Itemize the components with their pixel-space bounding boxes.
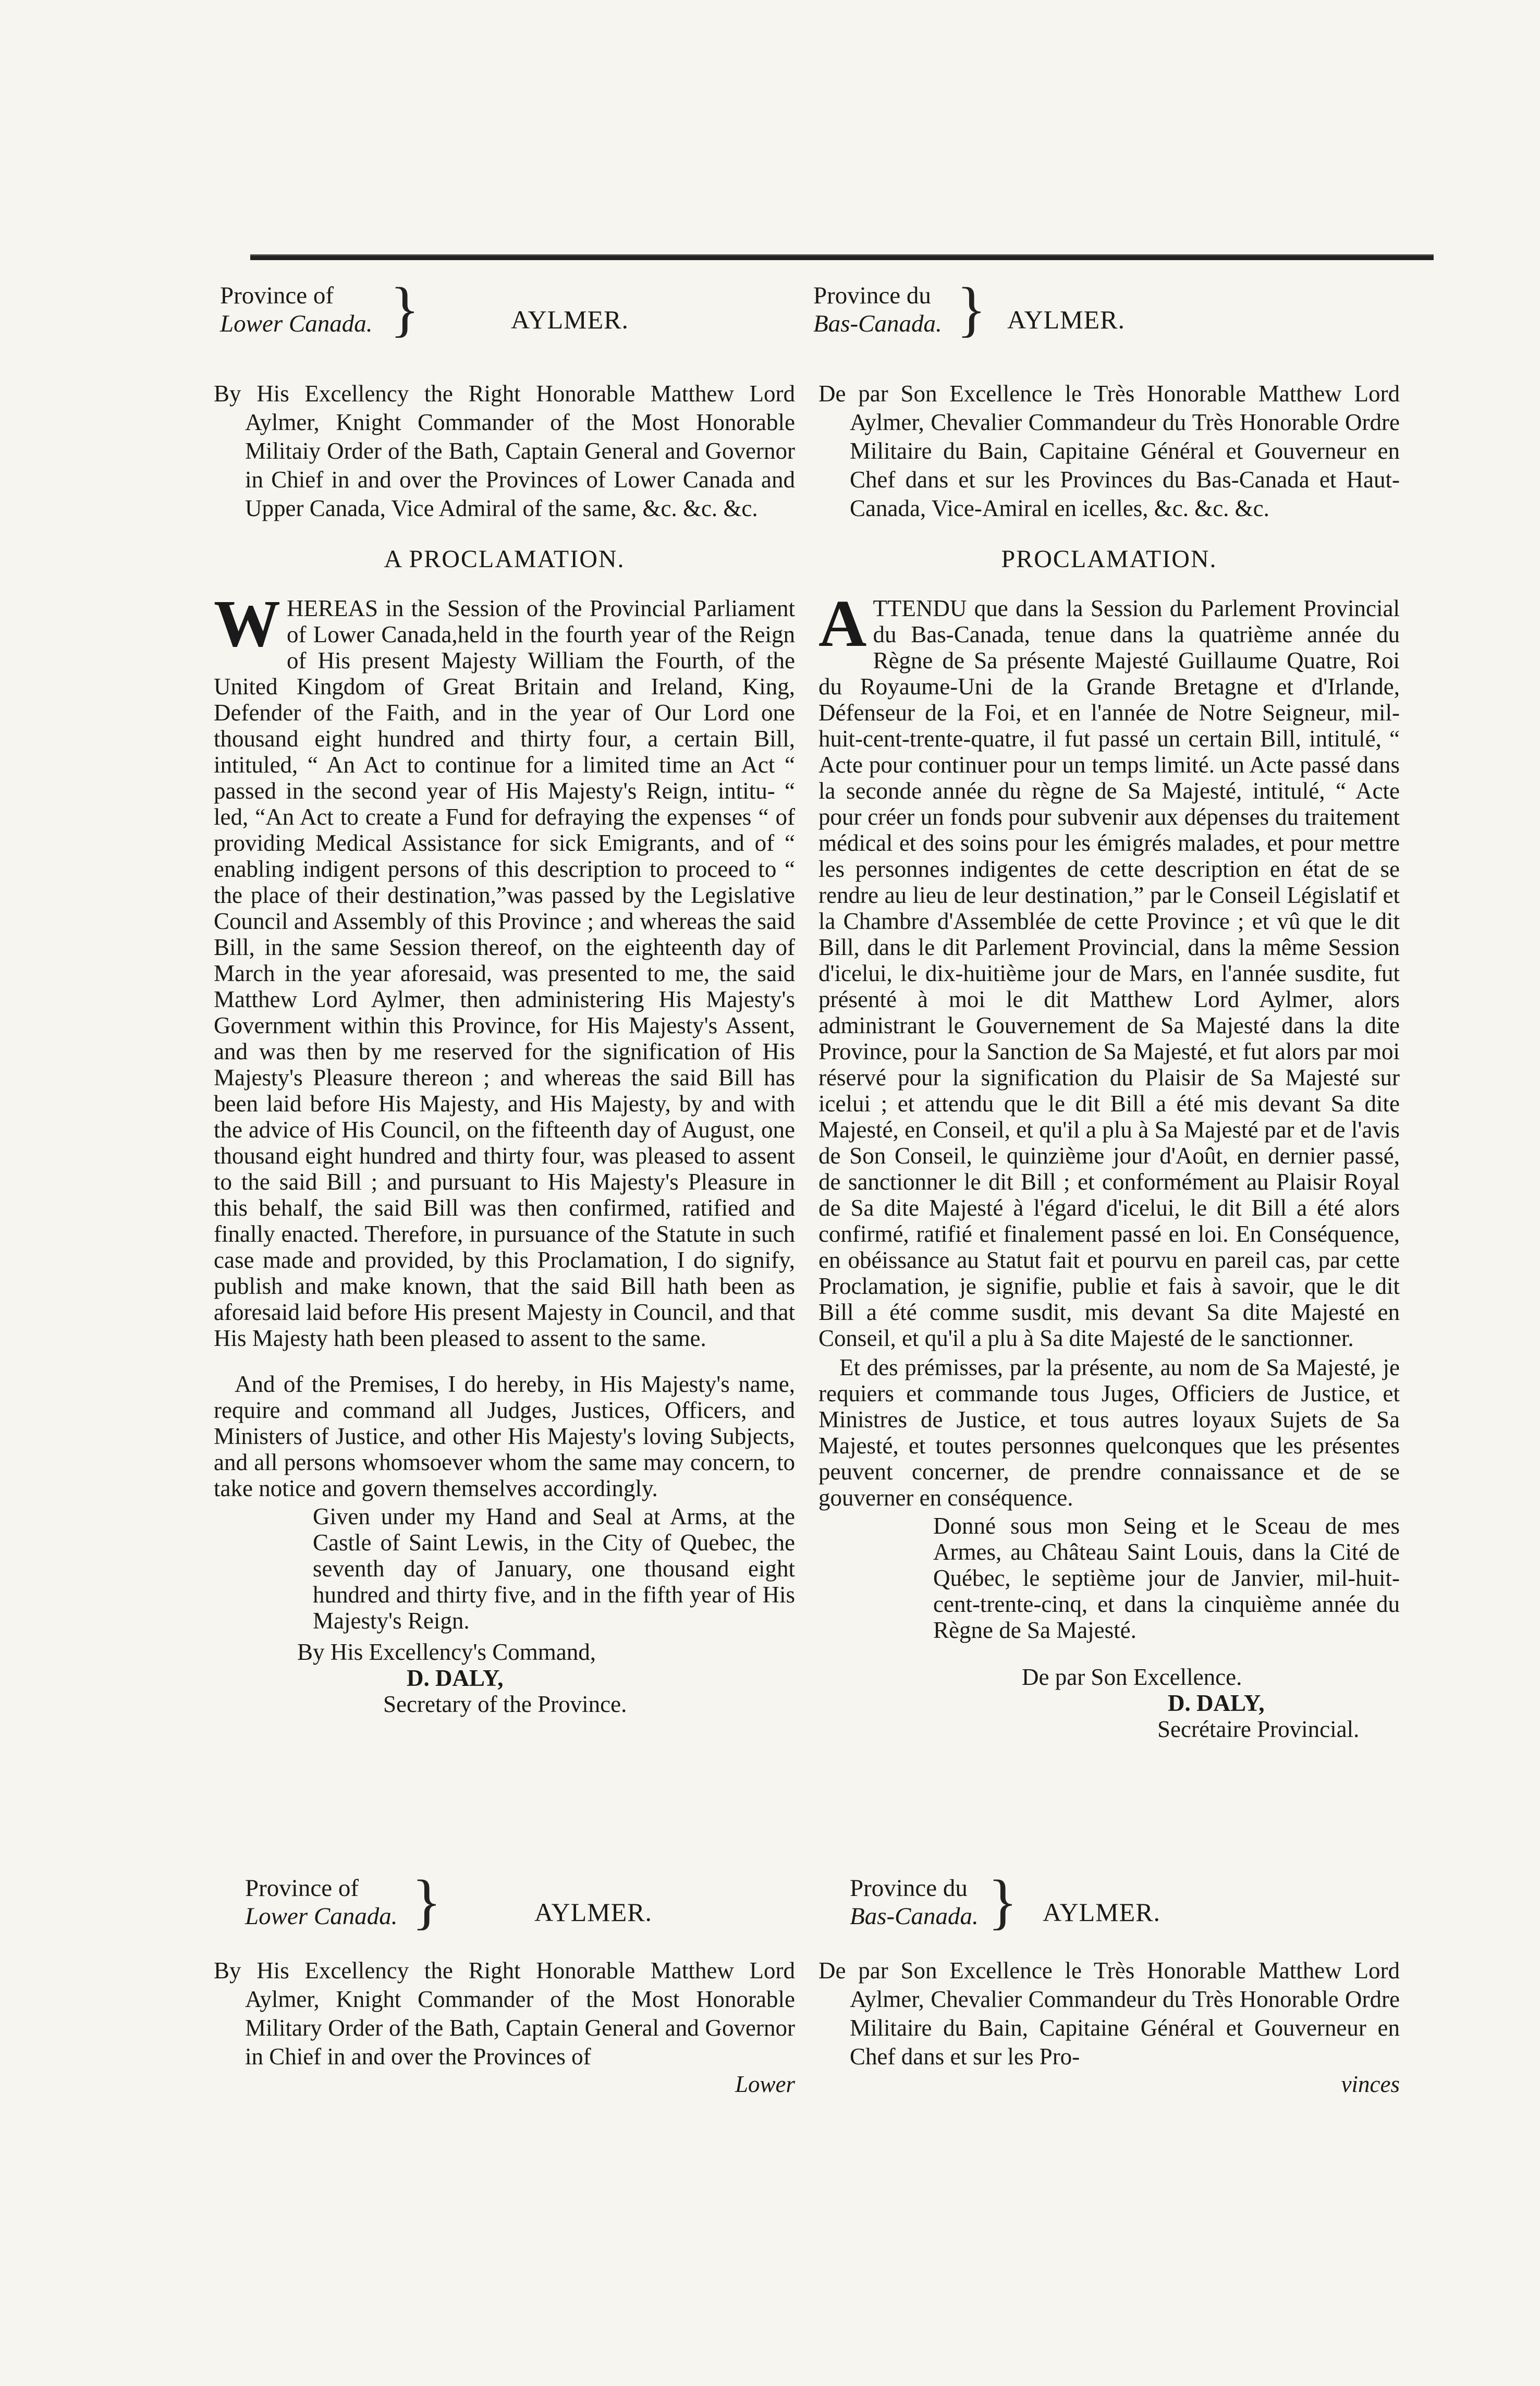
- french-column: [813, 275, 1400, 1742]
- province-line2-2: Lower Canada.: [245, 1903, 398, 1930]
- province-line2-fr: Bas-Canada.: [813, 310, 942, 337]
- province-label-fr-2: [850, 1874, 979, 1930]
- governor-name-fr-2: AYLMER.: [1043, 1898, 1161, 1927]
- province-line1-fr-2: Province du: [850, 1875, 968, 1902]
- proclamation-body-fr: [818, 586, 1400, 1351]
- province-line1-fr: Province du: [813, 282, 931, 309]
- province-line1-2: Province of: [245, 1875, 359, 1902]
- command-line: By His Excellency's Command,: [297, 1639, 596, 1665]
- proclamation-header-fr: [813, 275, 1400, 360]
- proclamation-title: A PROCLAMATION.: [384, 545, 625, 573]
- secretary-name-fr: D. DALY,: [1168, 1690, 1265, 1716]
- byline: By His Excellency the Right Honorable Matthew Lord Aylmer, Knight Commander of the Most Honorable Militaiy Order of the Bath, Captain General and Governor in Chief in and over the Provinces of Lower Canada and Upper Canada, Vice Admiral of the same, &c. &c. &c.: [214, 381, 795, 521]
- secretary-name: D. DALY,: [407, 1665, 504, 1691]
- command-line-fr: De par Son Excellence.: [1022, 1664, 1242, 1690]
- proclamation-header-2: [214, 1867, 795, 1942]
- province-line1: Province of: [220, 282, 334, 309]
- body-text: HEREAS in the Session of the Provincial Parliament of Lower Canada,held in the fourth year of the Reign of His present Majesty William the Fourth, of the United Kingdom of Great Britain and Ireland, King, Defender of the Faith, and in the year of Our Lord one thousand eight hundred and thirty four, a certain Bill, intituled, “ An Act to continue for a limited time an Act “ passed in the second year of His Majesty's Reign, intitu- “ led, “An Act to create a Fund for defraying the expenses “ of providing Medical Assistance for sick Emigrants, and of “ enabling indigent persons of this description to proceed to “ the place of their destination,”was passed by the Legislative Council and Assembly of this Province ; and whereas the said Bill, in the same Session thereof, on the eighteenth day of March in the year aforesaid, was presented to me, the said Matthew Lord Aylmer, then administering His Majesty's Government within this Province, for His Majesty's Assent, and was then by me reserved for the signification of His Majesty's Pleasure thereon ; and whereas the said Bill has been laid before His Majesty, and His Majesty, by and with the advice of His Council, on the fifteenth day of August, one thousand eight hundred and thirty four, was pleased to assent to the said Bill ; and pursuant to His Majesty's Pleasure in this behalf, the said Bill was then confirmed, ratified and finally enacted. Therefore, in pursuance of the Statute in such case made and provided, by this Proclamation, I do signify, publish and make known, that the said Bill hath been as aforesaid laid before His present Majesty in Council, and that His Majesty hath been pleased to assent to the same.: [214, 595, 795, 1351]
- catchword-fr: vinces: [1341, 2071, 1400, 2097]
- premises-paragraph: And of the Premises, I do hereby, in His Majesty's name, require and command all Judges, Justices, Officers, and Ministers of Justice, and other His Majesty's loving Subjects, and all persons whomsoever whom the same may concern, to take notice and govern themselves accordingly.: [214, 1371, 795, 1501]
- byline-fr-2: De par Son Excellence le Très Honorable Matthew Lord Aylmer, Chevalier Commandeur du Très Honorable Ordre Militaire du Bain, Capitaine Général et Gouverneur en Chef dans et sur les Pro-: [818, 1957, 1400, 2070]
- english-second-proclamation: [214, 1867, 795, 2097]
- given-under-hand: Given under my Hand and Seal at Arms, at the Castle of Saint Lewis, in the City of Quebec, the seventh day of January, one thousand eight hundred and thirty five, and in the fifth year of His Majesty's Reign.: [313, 1503, 795, 1634]
- body-text-fr: TTENDU que dans la Session du Parlement Provincial du Bas-Canada, tenue dans la quatrième année du Règne de Sa présente Majesté Guillaume Quatre, Roi du Royaume-Uni de la Grande Bretagne et d'Irlande, Défenseur de la Foi, et en l'année de Notre Seigneur, mil-huit-cent-trente-quatre, il fut passé un certain Bill, intitulé, “ Acte pour continuer pour un temps limité. un Acte passé dans la seconde année du règne de Sa Majesté, intitulé, “ Acte pour créer un fonds pour subvenir aux dépenses du traitement médical et des soins pour les émigrés malades, et pour mettre les personnes indigentes de cette description en état de se rendre au lieu de leur destination,” par le Conseil Législatif et la Chambre d'Assemblée de cette Province ; et vû que le dit Bill, dans le dit Parlement Provincial, dans la même Session d'icelui, le dix-huitième jour de Mars, en l'année susdite, fut présenté à moi le dit Matthew Lord Aylmer, alors administrant le Gouvernement de Sa Majesté dans la dite Province, pour la Sanction de Sa Majesté, et fut alors par moi réservé pour la signification du Plaisir de Sa Majesté sur icelui ; et attendu que le dit Bill a été mis devant Sa dite Majesté, en Conseil, et qu'il a plu à Sa Majesté par et de l'avis de Son Conseil, le quinzième jour d'Août, en dernier passé, de sanctionner le dit Bill ; et conformément au Plaisir Royal de Sa dite Majesté à l'égard d'icelui, le dit Bill a été alors confirmé, ratifié et finalement passé en loi. En Conséquence, en obéissance au Statut fait et pourvu en pareil cas, par cette Proclamation, je signifie, publie et fais à savoir, que le dit Bill a été comme susdit, mis devant Sa dite Majesté en Conseil, et qu'il a plu à Sa dite Majesté de le sanctionner.: [818, 595, 1400, 1351]
- proclamation-body: [214, 586, 795, 1351]
- french-second-proclamation: [818, 1867, 1400, 2097]
- governor-name: AYLMER.: [511, 305, 629, 334]
- secretary-title-fr: Secrétaire Provincial.: [1157, 1716, 1360, 1742]
- catchword: Lower: [735, 2071, 795, 2097]
- brace-icon-fr: }: [957, 275, 986, 343]
- drop-cap: W: [214, 586, 280, 660]
- province-label-2: [245, 1874, 398, 1930]
- brace-icon-2: }: [412, 1867, 442, 1936]
- english-column: [214, 275, 795, 1717]
- brace-icon-fr-2: }: [988, 1867, 1018, 1936]
- brace-icon: }: [390, 275, 420, 343]
- byline-2: By His Excellency the Right Honorable Matthew Lord Aylmer, Knight Commander of the Most Honorable Military Order of the Bath, Captain General and Governor in Chief in and over the Provinces of: [214, 1957, 795, 2070]
- given-under-hand-fr: Donné sous mon Seing et le Sceau de mes Armes, au Château Saint Louis, dans la Cité de Québec, le septième jour de Janvier, mil-huit-cent-trente-cinq, et dans la cinquième année du Règne de Sa Majesté.: [933, 1513, 1400, 1643]
- province-line2: Lower Canada.: [220, 310, 373, 337]
- drop-cap-fr: A: [818, 586, 867, 660]
- province-line2-fr-2: Bas-Canada.: [850, 1903, 979, 1930]
- byline-fr: De par Son Excellence le Très Honorable Matthew Lord Aylmer, Chevalier Commandeur du Très Honorable Ordre Militaire du Bain, Capitaine Général et Gouverneur en Chef dans et sur les Provinces du Bas-Canada et Haut-Canada, Vice-Amiral en icelles, &c. &c. &c.: [818, 381, 1400, 521]
- proclamation-header-fr-2: [818, 1867, 1400, 1942]
- proclamation-title-fr: PROCLAMATION.: [1001, 545, 1217, 573]
- province-label: [220, 282, 373, 338]
- governor-name-fr: AYLMER.: [1007, 305, 1126, 334]
- province-label-fr: [813, 282, 942, 338]
- governor-name-2: AYLMER.: [534, 1898, 653, 1927]
- top-rule: [250, 254, 1434, 260]
- secretary-title: Secretary of the Province.: [383, 1691, 627, 1717]
- premises-paragraph-fr: Et des prémisses, par la présente, au nom de Sa Majesté, je requiers et commande tous Juges, Officiers de Justice, et Ministres de Justice, et tous autres loyaux Sujets de Sa Majesté, et toutes personnes quelconques que les présentes peuvent concerner, de prendre connaissance et de se gouverner en conséquence.: [818, 1354, 1400, 1511]
- proclamation-header: [214, 275, 795, 360]
